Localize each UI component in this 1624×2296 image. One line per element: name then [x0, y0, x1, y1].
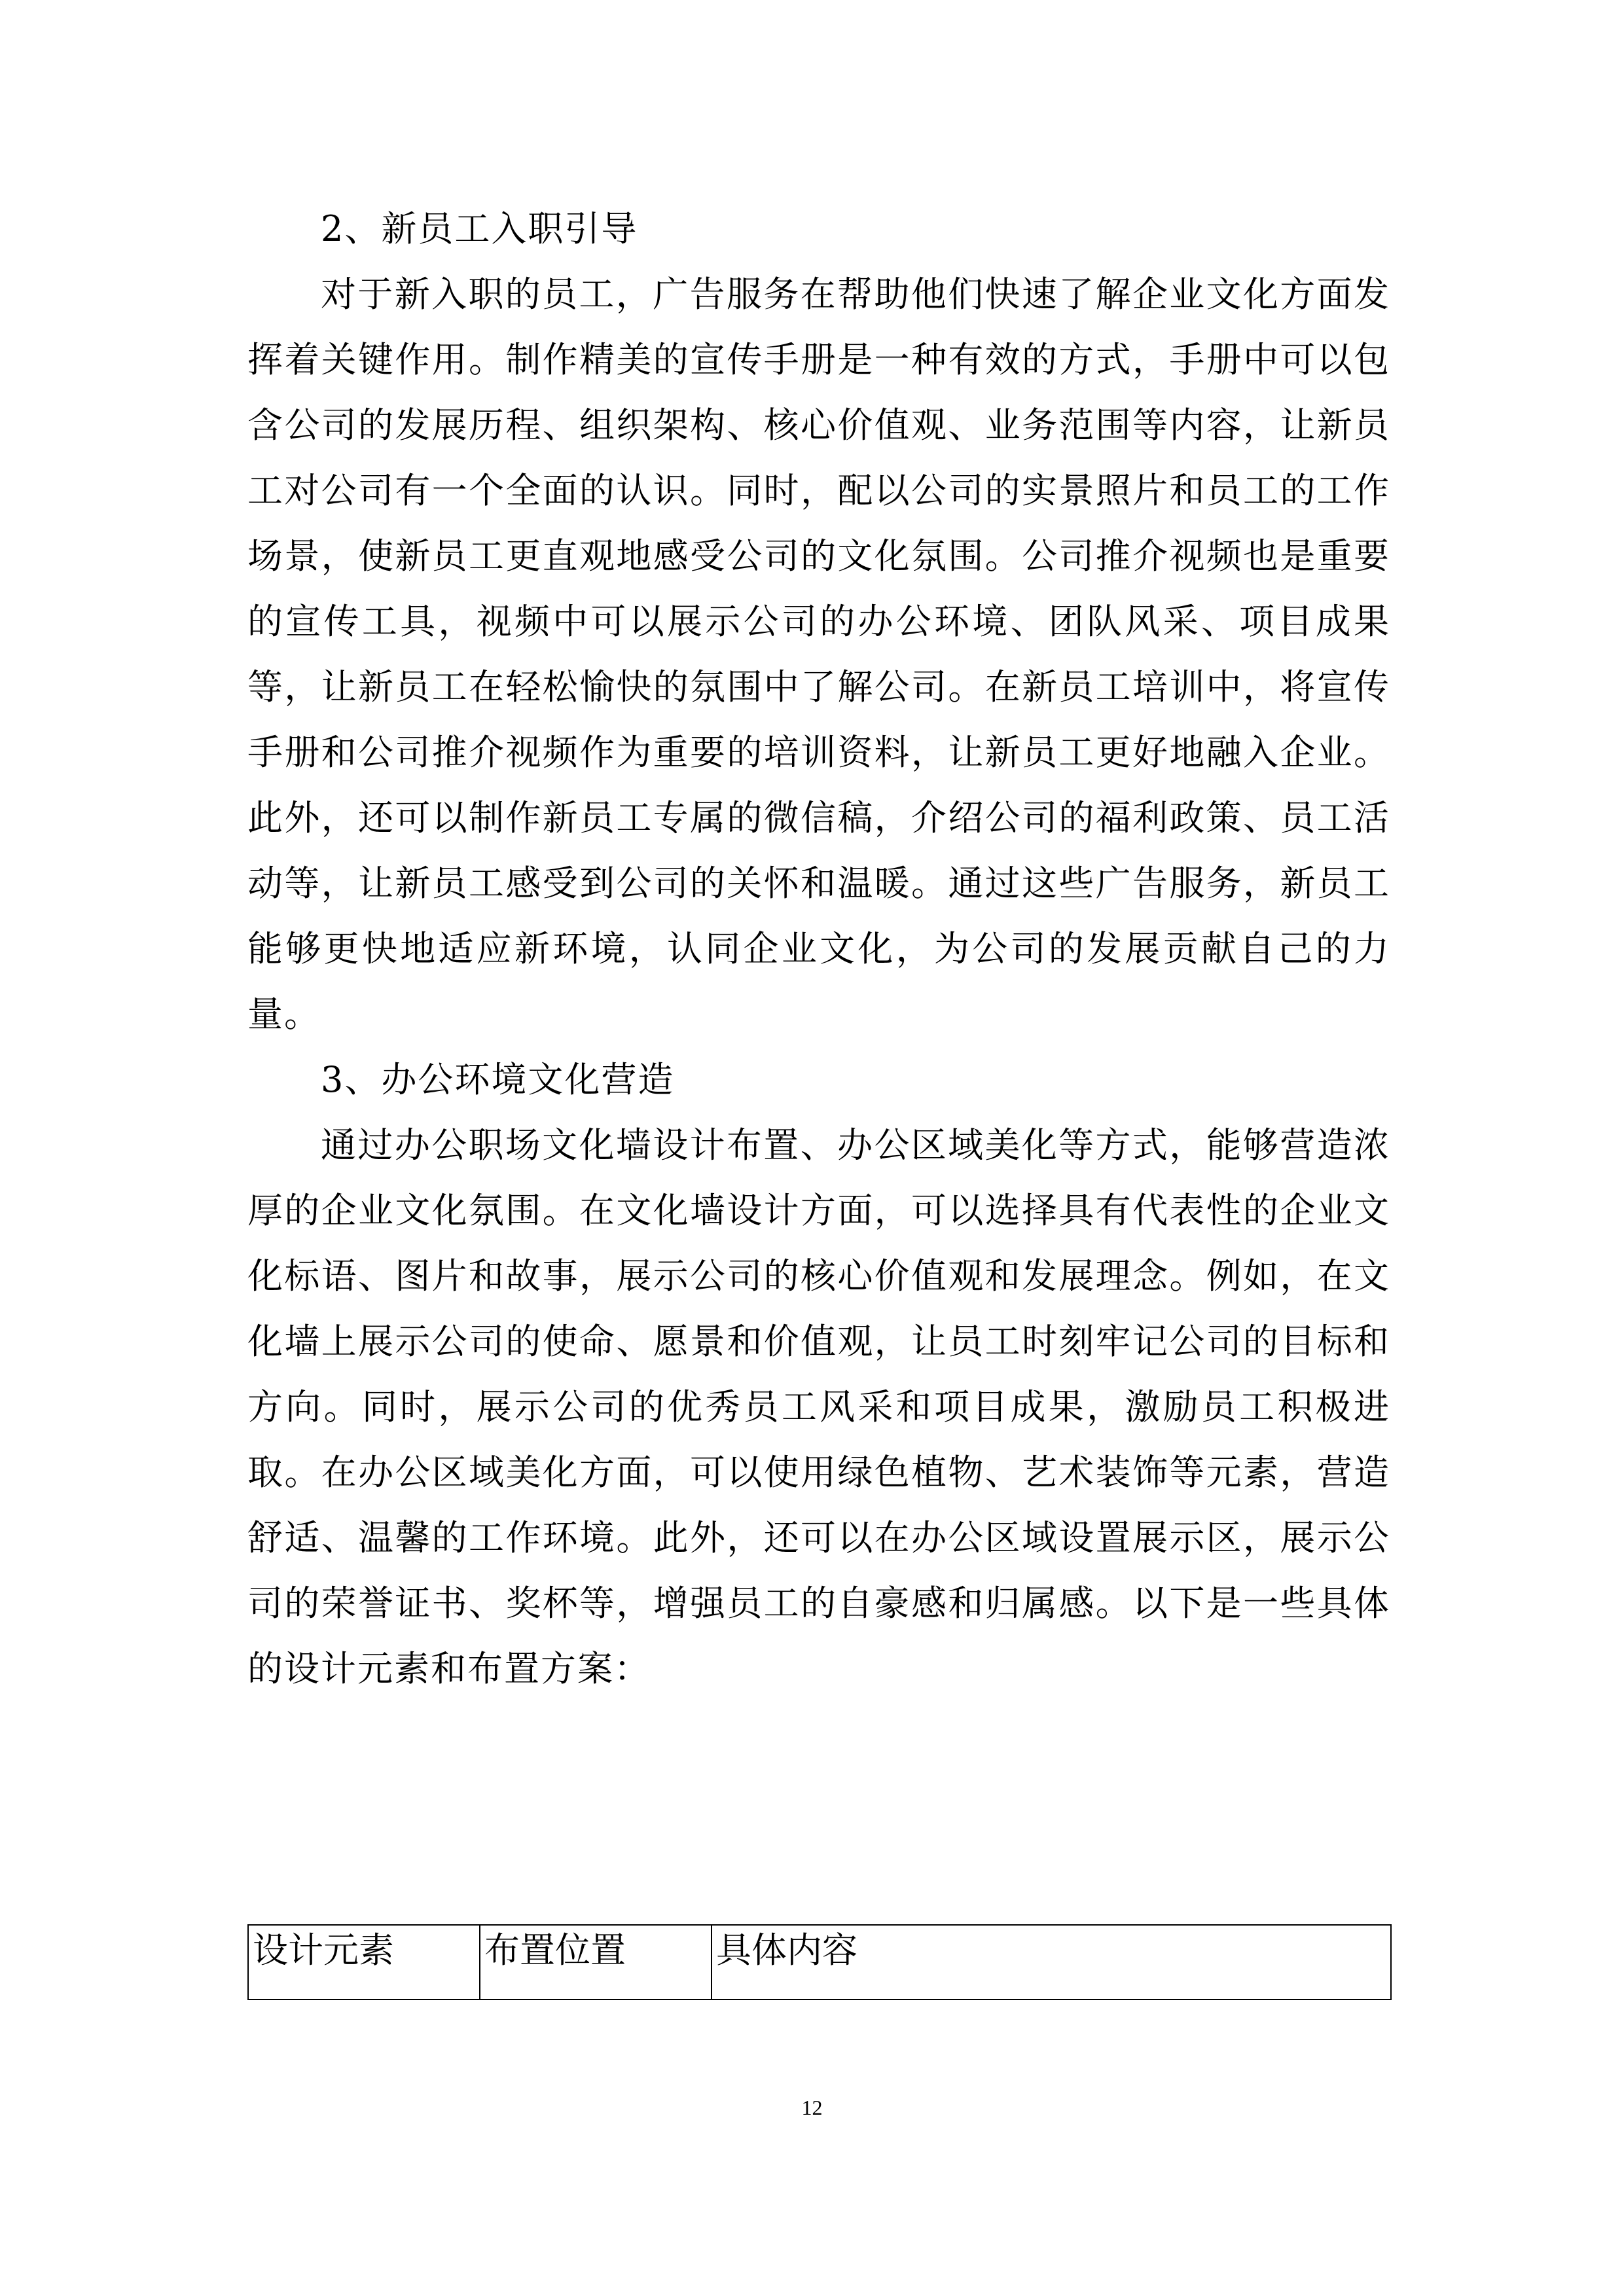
- paragraph-new-employee: 对于新入职的员工，广告服务在帮助他们快速了解企业文化方面发挥着关键作用。制作精美的宣传手册是一种有效的方式，手册中可以包含公司的发展历程、组织架构、核心价值观、业务范围等内容，让新员工对公司有一个全面的认识。同时，配以公司的实景照片和员工的工作场景，使新员工更直观地感受公司的文化氛围。公司推介视频也是重要的宣传工具，视频中可以展示公司的办公环境、团队风采、项目成果等，让新员工在轻松愉快的氛围中了解公司。在新员工培训中，将宣传手册和公司推介视频作为重要的培训资料，让新员工更好地融入企业。此外，还可以制作新员工专属的微信稿，介绍公司的福利政策、员工活动等，让新员工感受到公司的关怀和温暖。通过这些广告服务，新员工能够更快地适应新环境，认同企业文化，为公司的发展贡献自己的力量。: [247, 274, 1390, 1035]
- section-heading-office-culture: 3、办公环境文化营造: [321, 1059, 675, 1100]
- design-elements-table: [247, 1924, 1392, 2000]
- page-number: 12: [801, 2096, 823, 2119]
- table-header-design-element: 设计元素: [248, 1925, 480, 2000]
- table-header-placement: 布置位置: [480, 1925, 712, 2000]
- document-body: [247, 196, 1390, 1702]
- paragraph-office-culture: 通过办公职场文化墙设计布置、办公区域美化等方式，能够营造浓厚的企业文化氛围。在文化墙设计方面，可以选择具有代表性的企业文化标语、图片和故事，展示公司的核心价值观和发展理念。例如，在文化墙上展示公司的使命、愿景和价值观，让员工时刻牢记公司的目标和方向。同时，展示公司的优秀员工风采和项目成果，激励员工积极进取。在办公区域美化方面，可以使用绿色植物、艺术装饰等元素，营造舒适、温馨的工作环境。此外，还可以在办公区域设置展示区，展示公司的荣誉证书、奖杯等，增强员工的自豪感和归属感。以下是一些具体的设计元素和布置方案：: [247, 1124, 1390, 1689]
- table-header-row: [248, 1925, 1391, 2000]
- section-heading-new-employee: 2、新员工入职引导: [321, 208, 638, 249]
- table-header-details: 具体内容: [712, 1925, 1391, 2000]
